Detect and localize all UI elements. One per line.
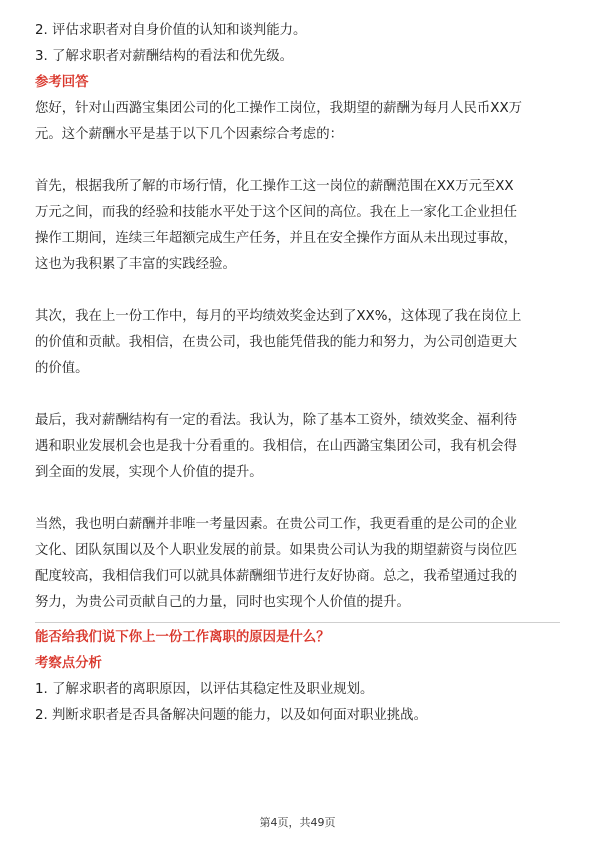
answer-heading: 参考回答 xyxy=(35,75,89,90)
paragraph-line: 其次，我在上一份工作中，每月的平均绩效奖金达到了XX%，这体现了我在岗位上 xyxy=(35,309,522,324)
list-item: 1. 了解求职者的离职原因，以评估其稳定性及职业规划。 xyxy=(35,682,374,697)
answer-paragraph xyxy=(35,304,560,382)
list-item: 3. 了解求职者对薪酬结构的看法和优先级。 xyxy=(35,49,294,64)
paragraph-line: 配度较高，我相信我们可以就具体薪酬细节进行友好协商。总之，我希望通过我的 xyxy=(35,569,518,584)
paragraph-line: 万元之间，而我的经验和技能水平处于这个区间的高位。我在上一家化工企业担任 xyxy=(35,205,518,220)
analysis-heading: 考察点分析 xyxy=(35,656,102,671)
answer-paragraph xyxy=(35,174,560,278)
paragraph-line: 文化、团队氛围以及个人职业发展的前景。如果贵公司认为我的期望薪资与岗位匹 xyxy=(35,543,518,558)
document-page xyxy=(35,18,560,729)
paragraph-line: 这也为我积累了丰富的实践经验。 xyxy=(35,257,236,272)
paragraph-line: 首先，根据我所了解的市场行情，化工操作工这一岗位的薪酬范围在XX万元至XX xyxy=(35,179,514,194)
answer-body xyxy=(35,96,560,616)
paragraph-line: 元。这个薪酬水平是基于以下几个因素综合考虑的： xyxy=(35,127,343,142)
section-divider xyxy=(35,622,560,623)
paragraph-line: 最后，我对薪酬结构有一定的看法。我认为，除了基本工资外，绩效奖金、福利待 xyxy=(35,413,518,428)
page-number: 第4页，共49页 xyxy=(259,816,336,829)
question-heading: 能否给我们说下你上一份工作离职的原因是什么？ xyxy=(35,630,330,645)
top-list xyxy=(35,18,560,70)
answer-paragraph xyxy=(35,512,560,616)
analysis-list xyxy=(35,677,560,729)
list-item: 2. 评估求职者对自身价值的认知和谈判能力。 xyxy=(35,23,307,38)
paragraph-line: 的价值。 xyxy=(35,361,89,376)
paragraph-line: 努力，为贵公司贡献自己的力量，同时也实现个人价值的提升。 xyxy=(35,595,410,610)
answer-paragraph xyxy=(35,408,560,486)
list-item: 2. 判断求职者是否具备解决问题的能力，以及如何面对职业挑战。 xyxy=(35,708,427,723)
paragraph-line: 遇和职业发展机会也是我十分看重的。我相信，在山西潞宝集团公司，我有机会得 xyxy=(35,439,518,454)
paragraph-line: 的价值和贡献。我相信，在贵公司，我也能凭借我的能力和努力，为公司创造更大 xyxy=(35,335,518,350)
paragraph-line: 您好，针对山西潞宝集团公司的化工操作工岗位，我期望的薪酬为每月人民币XX万 xyxy=(35,101,523,116)
paragraph-line: 当然，我也明白薪酬并非唯一考量因素。在贵公司工作，我更看重的是公司的企业 xyxy=(35,517,518,532)
paragraph-line: 到全面的发展，实现个人价值的提升。 xyxy=(35,465,263,480)
answer-paragraph xyxy=(35,96,560,148)
paragraph-line: 操作工期间，连续三年超额完成生产任务，并且在安全操作方面从未出现过事故， xyxy=(35,231,518,246)
